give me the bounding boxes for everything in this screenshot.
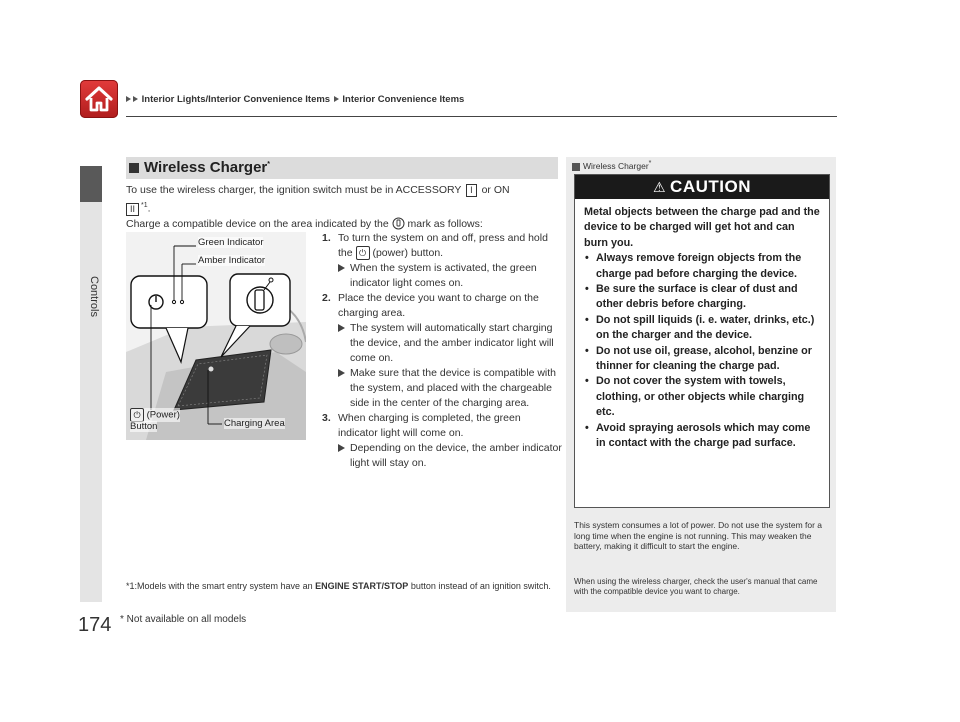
step-note: Depending on the device, the amber indicator light will stay on. <box>338 441 562 471</box>
panel-title[interactable]: Wireless Charger* <box>572 160 651 171</box>
caution-header: ⚠ CAUTION <box>575 175 829 199</box>
footnote-ref[interactable]: *1 <box>141 202 148 209</box>
button-label: Button <box>130 421 158 432</box>
arrow-icon <box>338 369 345 377</box>
caution-item: • Do not cover the system with towels, clothing, or other objects while charging etc. <box>584 374 820 420</box>
power-button-label: ⏻ (Power) <box>130 408 180 422</box>
availability-mark: * <box>267 161 270 168</box>
charger-illustration <box>126 232 306 440</box>
power-icon: ⏻ <box>130 408 144 422</box>
step-3: 3. When charging is completed, the green indicator light will come on. Depending on the device, the amber indicator light will stay on. <box>322 412 562 469</box>
instruction-steps <box>322 231 562 471</box>
power-icon: ⏻ <box>356 246 370 260</box>
caution-text: Metal objects between the charge pad and the device to be charged will get hot and can burn you. • Always remove foreign objects from the charge pad before charging the device. • Be sure the surface is clear of dust and other debris before charging. • Do not spill liquids (i. e. water, drinks, etc.) on the charger and the device. • Do not use oil, grease, alcohol, benzine or thinner for cleaning the charge pad. • Do not cover the system with towels, clothing, or other objects while charging etc. • Avoid spraying aerosols which may come in contact with the charge pad surface. <box>575 199 829 452</box>
intro-text: To use the wireless charger, the ignition switch must be in ACCESSORY I or ON II $^{*1}$. Charge a compatible device on the area indicated by the mark as follows: <box>126 184 510 230</box>
step-1: 1. To turn the system on and off, press and hold the ⏻ (power) button. When the system is activated, the green indicator light comes on. <box>322 231 562 291</box>
charging-area-label: Charging Area <box>224 418 285 429</box>
chapter-label: Controls <box>88 276 100 317</box>
caution-item: • Always remove foreign objects from the charge pad before charging the device. <box>584 251 820 282</box>
section-heading <box>126 157 558 179</box>
footnote: *1:Models with the smart entry system have an ENGINE START/STOP button instead of an ignition switch. <box>126 581 551 591</box>
chapter-tab-marker <box>80 166 102 202</box>
breadcrumb-arrow-icon <box>334 96 339 102</box>
arrow-icon <box>338 324 345 332</box>
availability-note: * Not available on all models <box>120 614 247 625</box>
wireless-charge-mark-icon <box>392 217 405 230</box>
breadcrumb-arrow-icon <box>126 96 131 102</box>
caution-item: • Be sure the surface is clear of dust and other debris before charging. <box>584 282 820 313</box>
home-icon <box>80 80 118 118</box>
chapter-tab <box>80 202 102 602</box>
caution-box <box>574 174 830 508</box>
amber-indicator-label: Amber Indicator <box>198 255 266 266</box>
caution-list <box>584 251 820 451</box>
manual-note: When using the wireless charger, check the user's manual that came with the compatible device you want to charge. <box>574 577 818 596</box>
caution-item: • Do not spill liquids (i. e. water, drinks, etc.) on the charger and the device. <box>584 313 820 344</box>
caution-item: • Avoid spraying aerosols which may come in contact with the charge pad surface. <box>584 421 820 452</box>
power-consumption-note: This system consumes a lot of power. Do not use the system for a long time when the engine is not running. This may weaken the battery, making it difficult to start the engine. <box>574 520 823 551</box>
breadcrumb-item[interactable]: Interior Lights/Interior Convenience Items <box>141 94 331 105</box>
home-button[interactable] <box>80 80 118 118</box>
step-note: The system will automatically start charging the device, and the amber indicator light will come on. <box>338 321 562 366</box>
on-key-icon: II <box>126 203 139 216</box>
arrow-icon <box>338 264 345 272</box>
accessory-key-icon: I <box>466 184 477 197</box>
step-note: Make sure that the device is compatible with the system, and placed with the chargeable side in the center of the charging area. <box>338 366 562 411</box>
side-notes-panel <box>566 157 836 612</box>
breadcrumb <box>125 94 464 105</box>
caution-item: • Do not use oil, grease, alcohol, benzine or thinner for cleaning the charge pad. <box>584 344 820 375</box>
step-2: 2. Place the device you want to charge on the charging area. The system will automatically start charging the device, and the amber indicator light will come on. Make sure that the device is compatible with the system, and placed with the chargeable side in the center of the charging area. <box>322 291 562 411</box>
section-title: Wireless Charger <box>144 159 268 176</box>
warning-icon: ⚠ <box>652 179 667 195</box>
reference-icon <box>572 163 580 171</box>
breadcrumb-item[interactable]: Interior Convenience Items <box>342 94 465 105</box>
green-indicator-label: Green Indicator <box>198 237 264 248</box>
step-note: When the system is activated, the green indicator light comes on. <box>338 261 562 291</box>
heading-square-icon <box>129 163 139 173</box>
arrow-icon <box>338 444 345 452</box>
page-number: 174 <box>78 614 112 636</box>
header-divider <box>126 116 837 117</box>
